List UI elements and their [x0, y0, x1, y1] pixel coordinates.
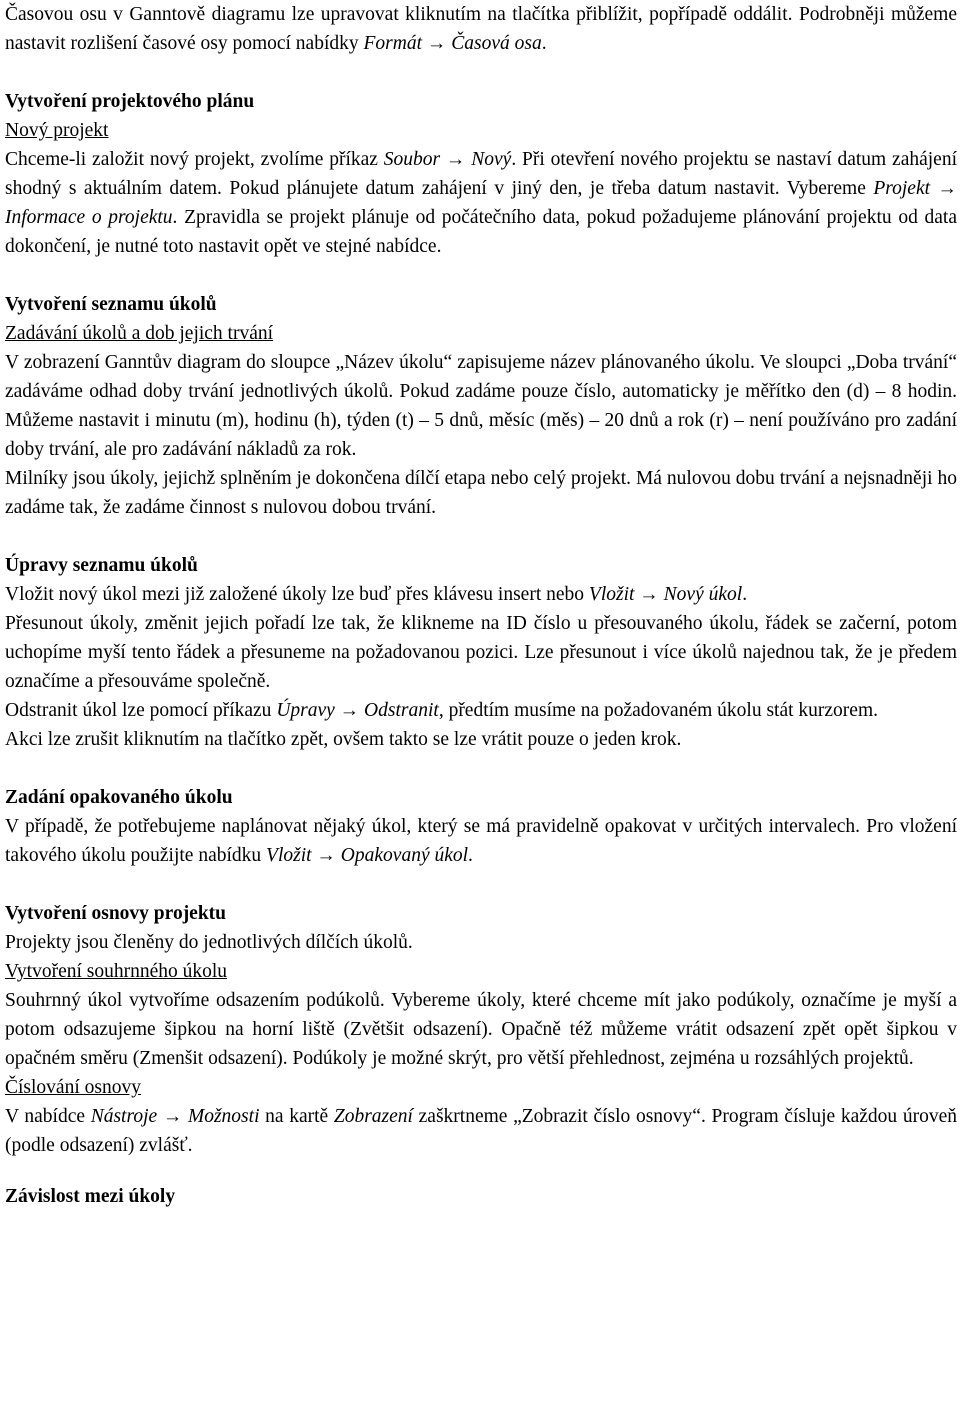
spacer — [5, 522, 957, 551]
menu-path: Nástroje → Možnosti — [90, 1106, 260, 1127]
text: . Při otevření nového projektu se nastaví datum zahájení shodný s aktuálním datem. Pokud plánujete datum zahájení v jiný den, je třeba datum nastavit. Vybereme — [5, 149, 957, 199]
body-paragraph: Souhrnný úkol vytvoříme odsazením podúkolů. Vybereme úkoly, které chceme mít jako podúkoly, označíme je myší a potom odsazujeme šipkou na horní liště (Zvětšit odsazení). Opačně též můžeme vrátit odsazení zpět opět šipkou v opačném směru (Zmenšit odsazení). Podúkoly je možné skrýt, pro větší přehlednost, zejména u rozsáhlých projektů. — [5, 990, 957, 1069]
spacer — [5, 58, 957, 87]
text: , předtím musíme na požadovaném úkolu stát kurzorem. — [438, 700, 878, 721]
menu-path: Soubor → Nový — [383, 149, 512, 170]
spacer — [5, 261, 957, 290]
section-heading: Vytvoření seznamu úkolů — [5, 294, 217, 315]
text: Vložit nový úkol mezi již založené úkoly lze buď přes klávesu insert nebo — [5, 584, 589, 605]
text: Časovou osu v Ganntově diagramu lze upravovat kliknutím na tlačítka přiblížit, popřípadě oddálit. Podrobněji můžeme nastavit rozlišení časové osy pomocí nabídky — [5, 4, 957, 54]
body-paragraph: Projekty jsou členěny do jednotlivých dílčích úkolů. — [5, 932, 413, 953]
body-paragraph — [5, 1102, 957, 1160]
section-heading: Vytvoření osnovy projektu — [5, 903, 227, 924]
body-paragraph: V zobrazení Ganntův diagram do sloupce „Název úkolu“ zapisujeme název plánovaného úkolu. Ve sloupci „Doba trvání“ zadáváme odhad doby trvání jednotlivých úkolů. Pokud zadáme pouze číslo, automaticky je měřítko den (d) – 8 hodin. Můžeme nastavit i minutu (m), hodinu (h), týden (t) – 5 dnů, měsíc (měs) – 20 dnů a rok (r) – není používáno pro zadání doby trvání, ale pro zadávání nákladů za rok. — [5, 352, 957, 460]
menu-path: Vložit → Opakovaný úkol — [266, 845, 469, 866]
body-paragraph: Akci lze zrušit kliknutím na tlačítko zpět, ovšem takto se lze vrátit pouze o jeden krok. — [5, 729, 682, 750]
text: . — [468, 845, 473, 866]
text: . Zpravidla se projekt plánuje od počátečního data, pokud požadujeme plánování projektu od data dokončení, je nutné toto nastavit opět ve stejné nabídce. — [5, 207, 957, 257]
section-heading: Vytvoření projektového plánu — [5, 91, 255, 112]
section-heading: Zadání opakovaného úkolu — [5, 787, 233, 808]
body-paragraph — [5, 145, 957, 261]
text: V případě, že potřebujeme naplánovat nějaký úkol, který se má pravidelně opakovat v určitých intervalech. Pro vložení takového úkolu použijte nabídku — [5, 816, 957, 866]
text: V nabídce — [5, 1106, 91, 1127]
text: zaškrtneme „Zobrazit číslo osnovy“. Program čísluje každou úroveň (podle odsazení) zvlášť. — [5, 1106, 957, 1156]
spacer — [5, 870, 957, 899]
menu-path: Formát → Časová osa — [363, 33, 542, 54]
spacer — [5, 1160, 957, 1182]
body-paragraph — [5, 812, 957, 870]
intro-paragraph — [5, 0, 957, 58]
body-paragraph — [5, 696, 957, 725]
section-heading: Úpravy seznamu úkolů — [5, 555, 198, 576]
body-paragraph — [5, 580, 957, 609]
text: Odstranit úkol lze pomocí příkazu — [5, 700, 277, 721]
spacer — [5, 754, 957, 783]
section-subheading: Číslování osnovy — [5, 1077, 141, 1098]
menu-path: Úpravy → Odstranit — [276, 700, 439, 721]
text: na kartě — [259, 1106, 334, 1127]
body-paragraph: Přesunout úkoly, změnit jejich pořadí lze tak, že klikneme na ID číslo u přesouvaného úkolu, řádek se začerní, potom uchopíme myší tento řádek a přesuneme na požadovanou pozici. Lze přesunout i více úkolů najednou tak, že je předem označíme a přesouváme společně. — [5, 613, 957, 692]
menu-path: Vložit → Nový úkol — [588, 584, 743, 605]
section-subheading: Vytvoření souhrnného úkolu — [5, 961, 228, 982]
section-subheading: Nový projekt — [5, 120, 109, 141]
document-page — [5, 0, 957, 1211]
text: . — [742, 584, 748, 605]
text: Chceme-li založit nový projekt, zvolíme příkaz — [5, 149, 384, 170]
text: . — [541, 33, 547, 54]
body-paragraph: Milníky jsou úkoly, jejichž splněním je dokončena dílčí etapa nebo celý projekt. Má nulovou dobu trvání a nejsnadněji ho zadáme tak, že zadáme činnost s nulovou dobou trvání. — [5, 468, 957, 518]
section-heading: Závislost mezi úkoly — [5, 1186, 176, 1207]
tab-name: Zobrazení — [333, 1106, 413, 1127]
section-subheading: Zadávání úkolů a dob jejich trvání — [5, 323, 274, 344]
menu-path: Projekt → Informace o projektu — [5, 178, 958, 228]
